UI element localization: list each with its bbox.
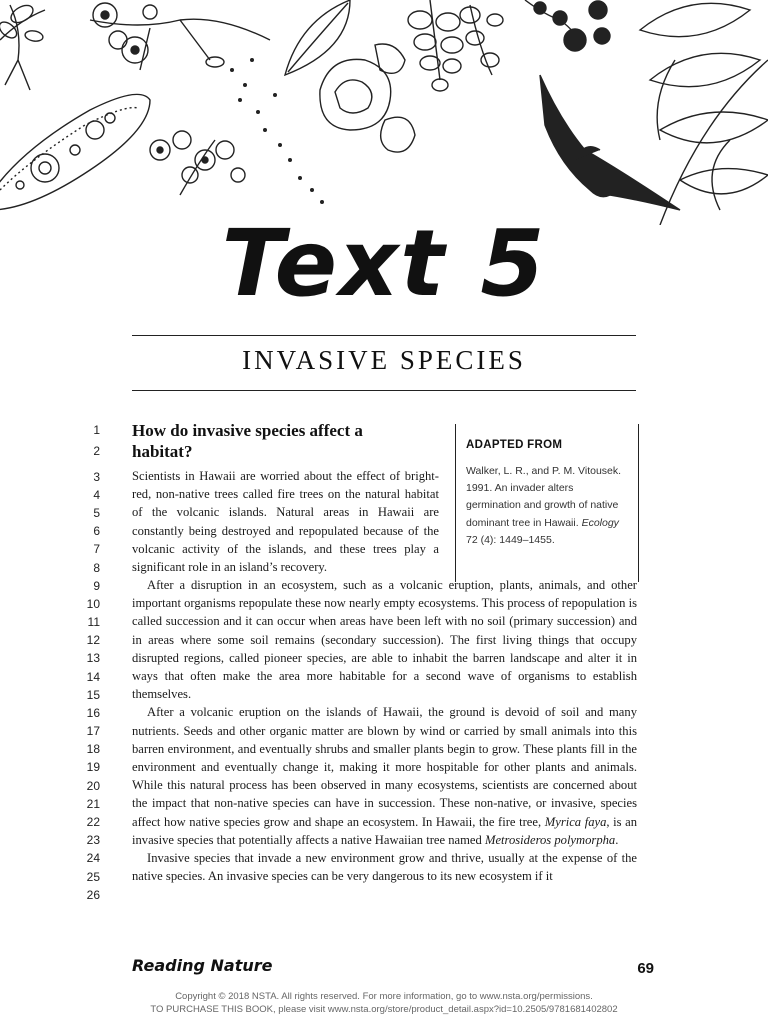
title-rule-bottom [132,390,636,391]
citation-text: Walker, L. R., and P. M. Vitousek. 1991. An invader alters germination and growth of native dominant tree in Hawaii. [466,465,622,529]
line-number: 5 [93,506,100,520]
line-number: 26 [86,888,100,902]
line-number: 15 [86,688,100,702]
line-number: 25 [86,870,100,884]
purchase-line: TO PURCHASE THIS BOOK, please visit www.nsta.org/store/product_detail.aspx?id=10.2505/9781681402802 [150,1004,618,1015]
line-number: 23 [86,833,100,847]
line-number: 13 [86,651,100,665]
sidebar-citation [466,463,626,549]
paragraph-text: Scientists in Hawaii are worried about the effect of bright-red, non-native trees called fire trees on the natural habitat of the volcanic islands. Natural areas in Hawaii are constantly being destroyed and repopulated because of the volcanic activity of the islands, and these trees play a significant role in an island’s recovery. [132,469,439,575]
paragraph-1 [132,467,439,576]
ant-trail-icon [230,58,324,204]
line-number: 2 [93,444,100,458]
question-line: How do invasive species affect a [132,421,363,440]
adapted-from-sidebar [455,424,639,582]
blossom-branch-icon [90,3,270,70]
line-number: 8 [93,561,100,575]
line-number: 6 [93,524,100,538]
line-number: 24 [86,851,100,865]
species-name: Myrica faya [544,814,607,829]
line-number: 19 [86,760,100,774]
line-number: 4 [93,488,100,502]
flower-branch-icon [0,2,45,90]
line-number: 7 [93,542,100,556]
line-number: 10 [86,597,100,611]
line-number: 9 [93,579,100,593]
bird-icon [540,75,680,210]
leaf-icon [285,0,350,75]
large-leaves-icon [640,3,768,225]
text-subtitle: INVASIVE SPECIES [242,345,526,375]
title-rule-top [132,335,636,336]
footer-brand: Reading Nature [132,956,273,975]
paramecium-icon [0,94,150,210]
paragraph-4: Invasive species that invade a new environment grow and thrive, usually at the expense of the native species. An invasive species can be very dangerous to its new ecosystem if it [132,851,637,884]
line-number: 16 [86,706,100,720]
line-number: 21 [86,797,100,811]
line-number: 3 [93,470,100,484]
header-illustration [0,0,768,225]
line-number: 11 [87,615,100,629]
paragraph-text: . [615,832,619,847]
paragraph-2: After a disruption in an ecosystem, such as a volcanic eruption, plants, animals, and other important organisms repopulate these now nearly empty ecosystems. This process of repopulation is called succession and it can occur when areas have been left with no soil (primary succession) and in areas where some soil remains (secondary succession). The first living things that occupy disrupted regions, called pioneer species, are able to inhabit the barren landscape and alter it in ways that often make the area more habitable for a second wave of organisms to establish themselves. [132,578,637,702]
sidebar-heading: ADAPTED FROM [466,439,563,451]
page-number: 69 [637,960,654,977]
copyright-line: Copyright © 2018 NSTA. All rights reserved. For more information, go to www.nsta.org/permissions. [175,991,593,1002]
question-line: habitat? [132,442,193,461]
line-number: 1 [93,423,100,437]
paragraph-text: After a volcanic eruption on the islands of Hawaii, the ground is devoid of soil and many nutrients. Seeds and other organic matter are blown by wind or carried by small animals into this barren environment, and eventually shrubs and smaller plants begin to grow. These plants fill in the environment and eventually change it, making it more hospitable for other plants and animals. While this natural process has been observed in many ecosystems, scientists are concerned about the impact that non-native species can have in succession. These non-native, or invasive, species affect how native species grow and shape an ecosystem. In Hawaii, the fire tree, [132,705,637,829]
cell-shapes-icon [320,44,415,152]
citation-volume: 72 (4): 1449–1455. [466,533,555,546]
line-number: 12 [86,633,100,647]
main-body [132,576,637,885]
species-name: Metrosideros polymorpha [484,832,616,847]
berries-icon [525,0,610,51]
line-number: 22 [86,815,100,829]
line-number: 18 [86,742,100,756]
small-flowers-icon [150,131,245,195]
question-heading [132,420,452,462]
line-number: 20 [86,779,100,793]
line-number: 14 [86,670,100,684]
wisteria-icon [408,0,503,91]
line-number: 17 [86,724,100,738]
paragraph-3 [132,703,637,849]
paragraph-text: , is an invasive species that potentially affects a native Hawaiian tree named [132,814,638,847]
citation-journal: Ecology [581,516,619,529]
text-title: Text 5 [221,210,547,317]
